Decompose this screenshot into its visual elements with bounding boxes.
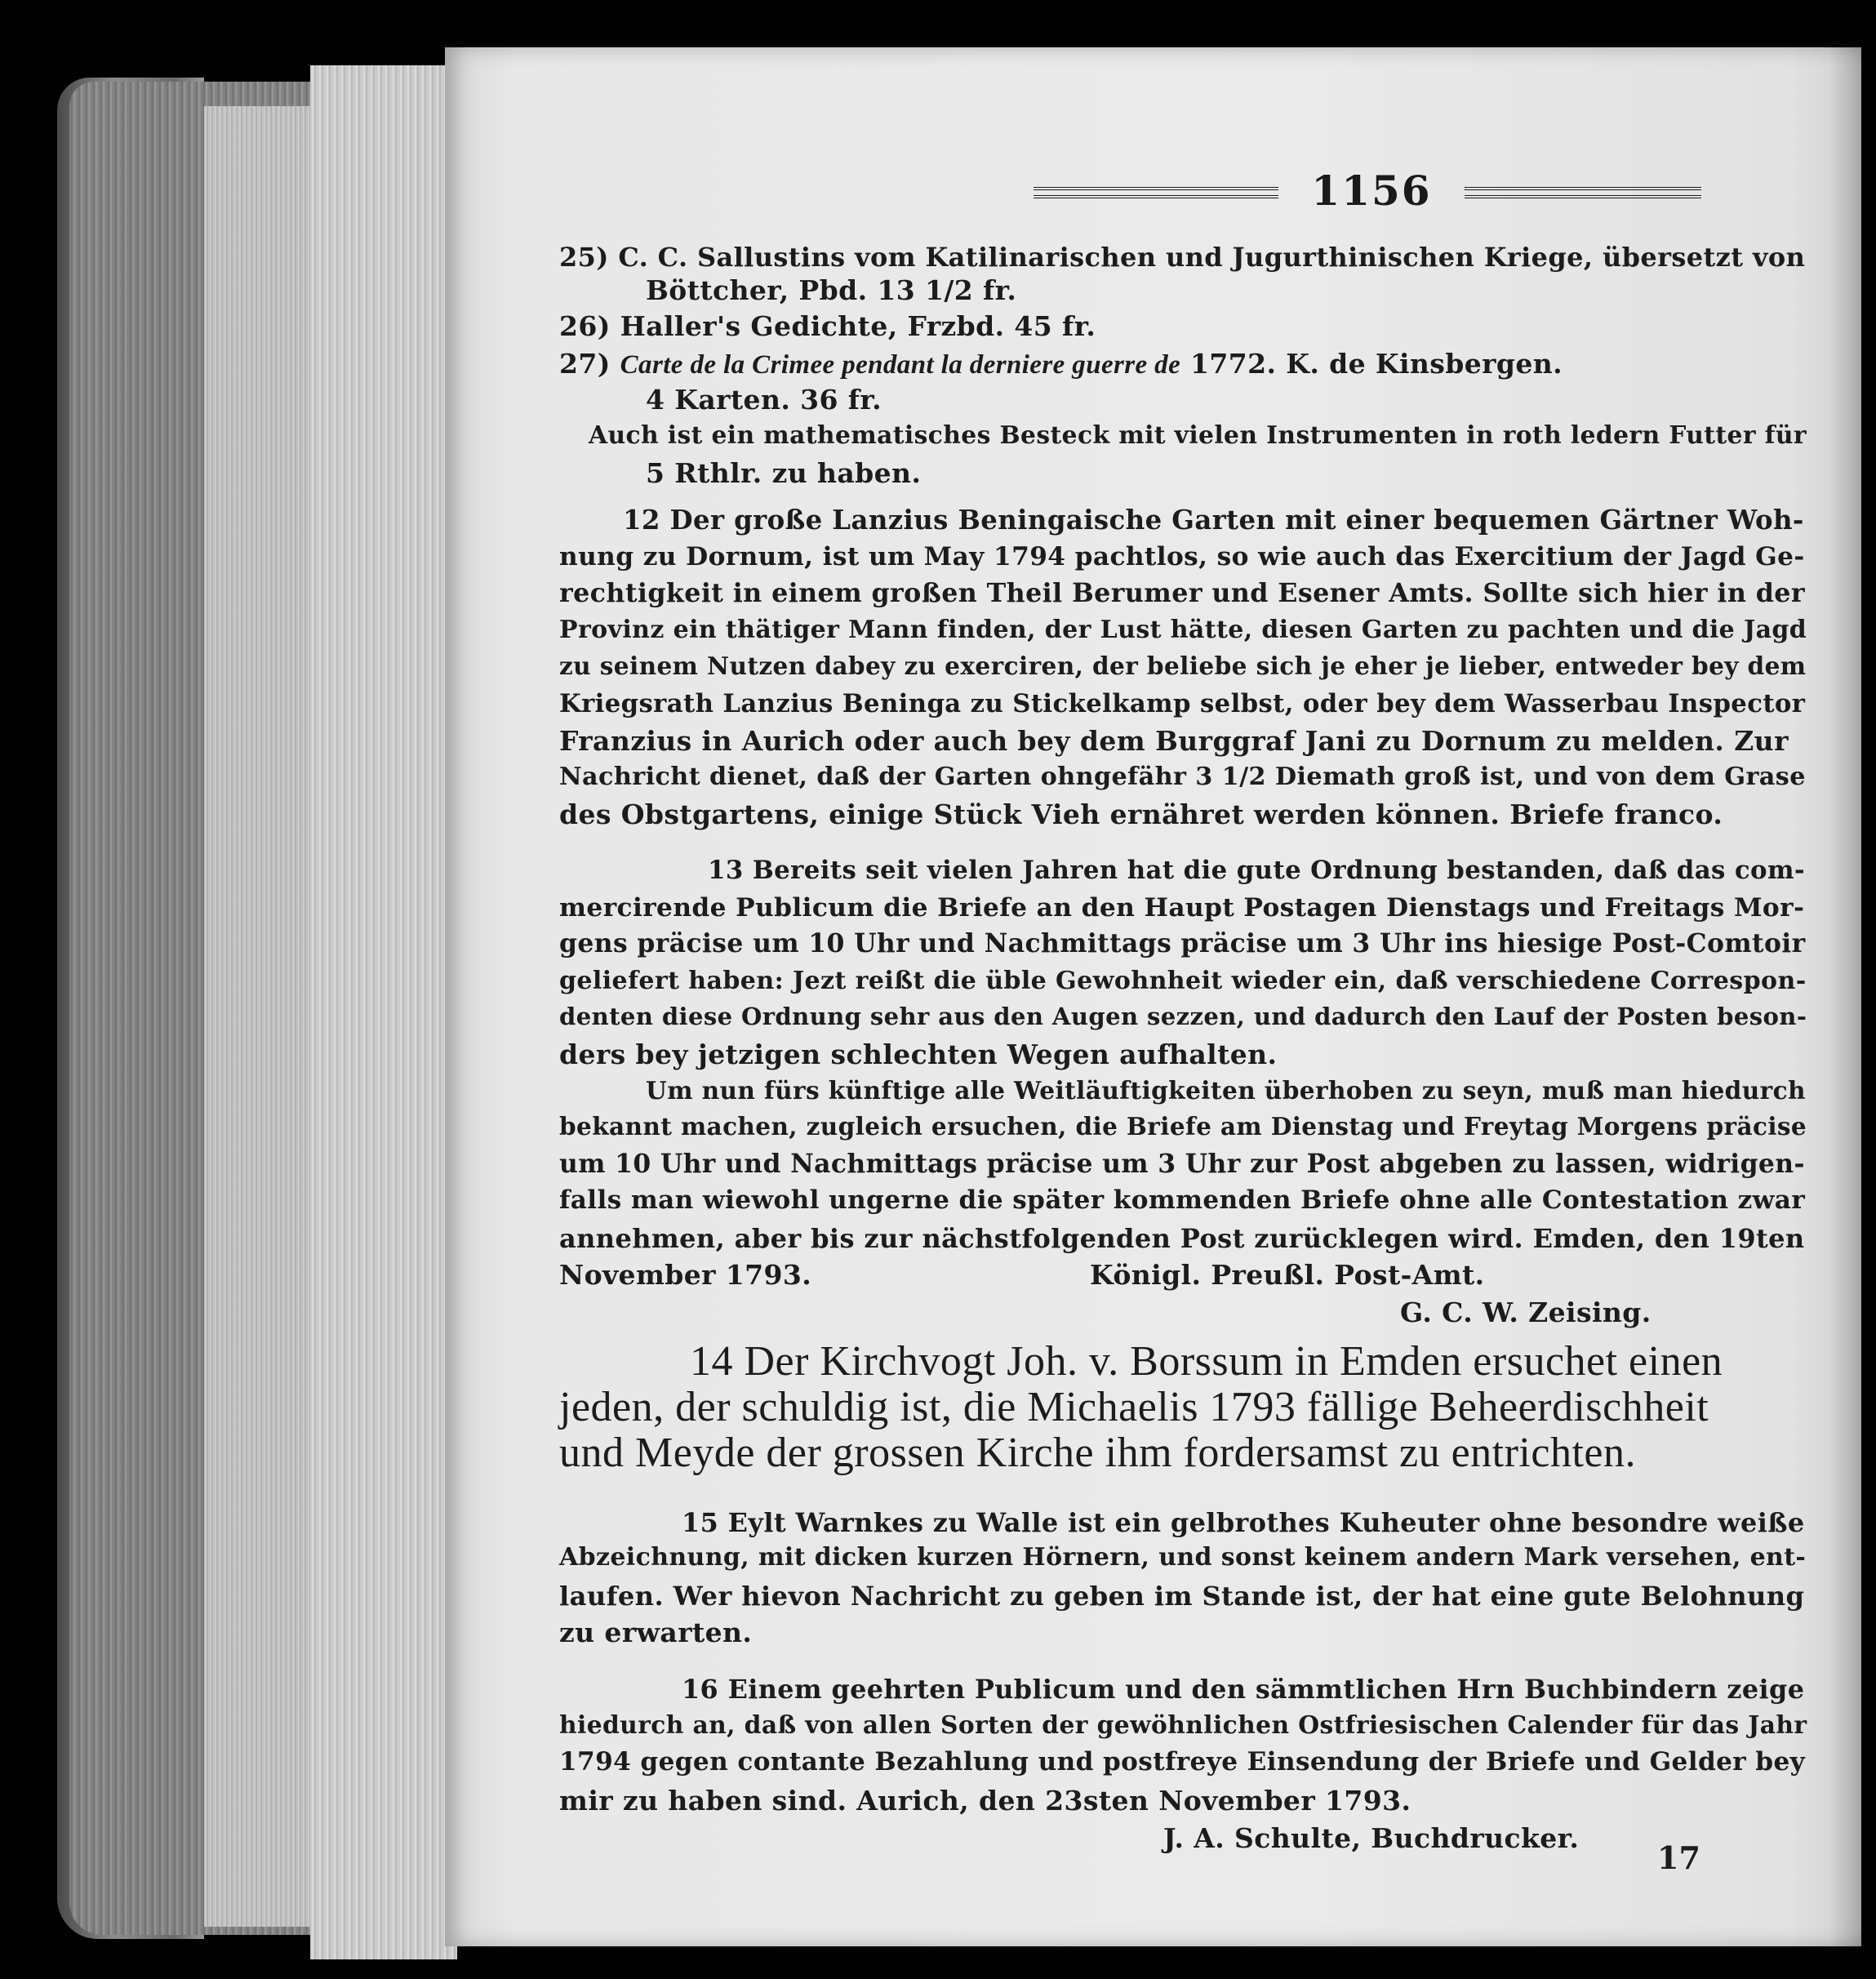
listing-line: 4 Karten. 36 fr. xyxy=(646,384,882,416)
notice-13-line: 13 Bereits seit vielen Jahren hat die gute Ordnung bestanden, daß das com- xyxy=(708,856,1806,885)
notice-16-line: 16 Einem geehrten Publicum und den sämmtlichen Hrn Buchbindern zeige xyxy=(682,1674,1805,1705)
notice-16-line: mir zu haben sind. Aurich, den 23sten November 1793. xyxy=(559,1785,1411,1817)
notice-12-line: Franzius in Aurich oder auch bey dem Burggraf Jani zu Dornum zu melden. Zur xyxy=(559,725,1789,757)
notice-15-line: laufen. Wer hievon Nachricht zu geben im Stande ist, der hat eine gute Belohnung xyxy=(559,1581,1805,1612)
notice-13-line: um 10 Uhr und Nachmittags präcise um 3 Uhr zur Post abgeben zu lassen, widrigen- xyxy=(559,1150,1805,1179)
listing-number: 27) xyxy=(559,348,611,380)
notice-12-line: rechtigkeit in einem großen Theil Berumer und Esener Amts. Sollte sich hier in der xyxy=(559,578,1805,608)
page-header xyxy=(820,162,1876,219)
notice-13-line: geliefert haben: Jezt reißt die üble Gewohnheit wieder ein, daß verschiedene Correspon- xyxy=(559,967,1807,995)
listing-line: 25) C. C. Sallustins vom Katilinarischen und Jugurthinischen Kriege, übersetzt von xyxy=(559,242,1806,273)
header-rule-right xyxy=(1465,187,1701,198)
notice-13-date: November 1793. xyxy=(559,1259,812,1291)
notice-13-line: bekannt machen, zugleich ersuchen, die Briefe am Dienstag und Freytag Morgens präcise xyxy=(559,1112,1807,1141)
listing-line: 26) Haller's Gedichte, Frzbd. 45 fr. xyxy=(559,310,1096,342)
notice-16-line: hiedurch an, daß von allen Sorten der gewöhnlichen Ostfriesischen Calender für das Jahr xyxy=(559,1711,1807,1740)
header-rule-left xyxy=(1034,187,1278,198)
notice-12-line: 12 Der große Lanzius Beningaische Garten mit einer bequemen Gärtner Woh- xyxy=(623,505,1804,536)
listing-line: Auch ist ein mathematisches Besteck mit vielen Instrumenten in roth ledern Futter für xyxy=(589,421,1807,450)
notice-12-line: zu seinem Nutzen dabey zu exerciren, der beliebe sich je eher je lieber, entweder bey dem xyxy=(559,652,1807,680)
book-page xyxy=(445,47,1861,1946)
notice-15-line: Abzeichnung, mit dicken kurzen Hörnern, und sonst keinem andern Mark versehen, ent- xyxy=(559,1543,1807,1572)
notice-14-line: 14 Der Kirchvogt Joh. v. Borssum in Emden ersuchet einen xyxy=(690,1338,1723,1385)
notice-13-line: ders bey jetzigen schlechten Wegen aufhalten. xyxy=(559,1038,1278,1070)
notice-13-signer: G. C. W. Zeising. xyxy=(1400,1296,1652,1328)
notice-12-line: Provinz ein thätiger Mann finden, der Lust hätte, diesen Garten zu pachten und die Jagd xyxy=(559,616,1807,644)
notice-15-line: 15 Eylt Warnkes zu Walle ist ein gelbrothes Kuheuter ohne besondre weiße xyxy=(682,1507,1805,1538)
notice-12-line: Kriegsrath Lanzius Beninga zu Stickelkamp selbst, oder bey dem Wasserbau Inspector xyxy=(559,689,1806,718)
catchword: 17 xyxy=(1657,1839,1700,1876)
listing-author: 1772. K. de Kinsbergen. xyxy=(1190,348,1563,380)
notice-16-line: 1794 gegen contante Bezahlung und postfreye Einsendung der Briefe und Gelder bey xyxy=(559,1747,1806,1777)
notice-16-signer: J. A. Schulte, Buchdrucker. xyxy=(1163,1822,1580,1854)
notice-13-line: gens präcise um 10 Uhr und Nachmittags präcise um 3 Uhr ins hiesige Post-Comtoir xyxy=(559,929,1806,958)
page-curl-shadow xyxy=(1829,47,1861,1946)
notice-13-line: falls man wiewohl ungerne die später kommenden Briefe ohne alle Contestation zwar xyxy=(559,1185,1806,1215)
notice-14-line: jeden, der schuldig ist, die Michaelis 1793 fällige Beheerdischheit xyxy=(559,1384,1709,1430)
notice-13-line: Um nun fürs künftige alle Weitläuftigkeiten überhoben zu seyn, muß man hiedurch xyxy=(646,1076,1806,1105)
listing-line: Böttcher, Pbd. 13 1/2 fr. xyxy=(646,274,1017,306)
notice-13-line: mercirende Publicum die Briefe an den Haupt Postagen Dienstags und Freitags Mor- xyxy=(559,893,1805,923)
notice-13-office: Königl. Preußl. Post-Amt. xyxy=(1090,1259,1485,1291)
listing-title-french: Carte de la Crimee pendant la derniere guerre de xyxy=(620,350,1181,380)
notice-14-line: und Meyde der grossen Kirche ihm fordersamst zu entrichten. xyxy=(559,1430,1636,1476)
page-number: 1156 xyxy=(1311,166,1432,215)
notice-13-line: denten diese Ordnung sehr aus den Augen sezzen, und dadurch den Lauf der Posten beson- xyxy=(559,1003,1807,1030)
listing-line xyxy=(559,348,1563,380)
notice-12-line: Nachricht dienet, daß der Garten ohngefähr 3 1/2 Diemath groß ist, und von dem Grase xyxy=(559,763,1806,791)
notice-12-line: des Obstgartens, einige Stück Vieh ernähret werden können. Briefe franco. xyxy=(559,798,1723,830)
notice-13-line: annehmen, aber bis zur nächstfolgenden Post zurücklegen wird. Emden, den 19ten xyxy=(559,1223,1805,1254)
notice-15-line: zu erwarten. xyxy=(559,1617,753,1648)
listing-line: 5 Rthlr. zu haben. xyxy=(646,457,922,489)
page-stack xyxy=(310,65,457,1959)
notice-12-line: nung zu Dornum, ist um May 1794 pachtlos, so wie auch das Exercitium der Jagd Ge- xyxy=(559,542,1805,571)
